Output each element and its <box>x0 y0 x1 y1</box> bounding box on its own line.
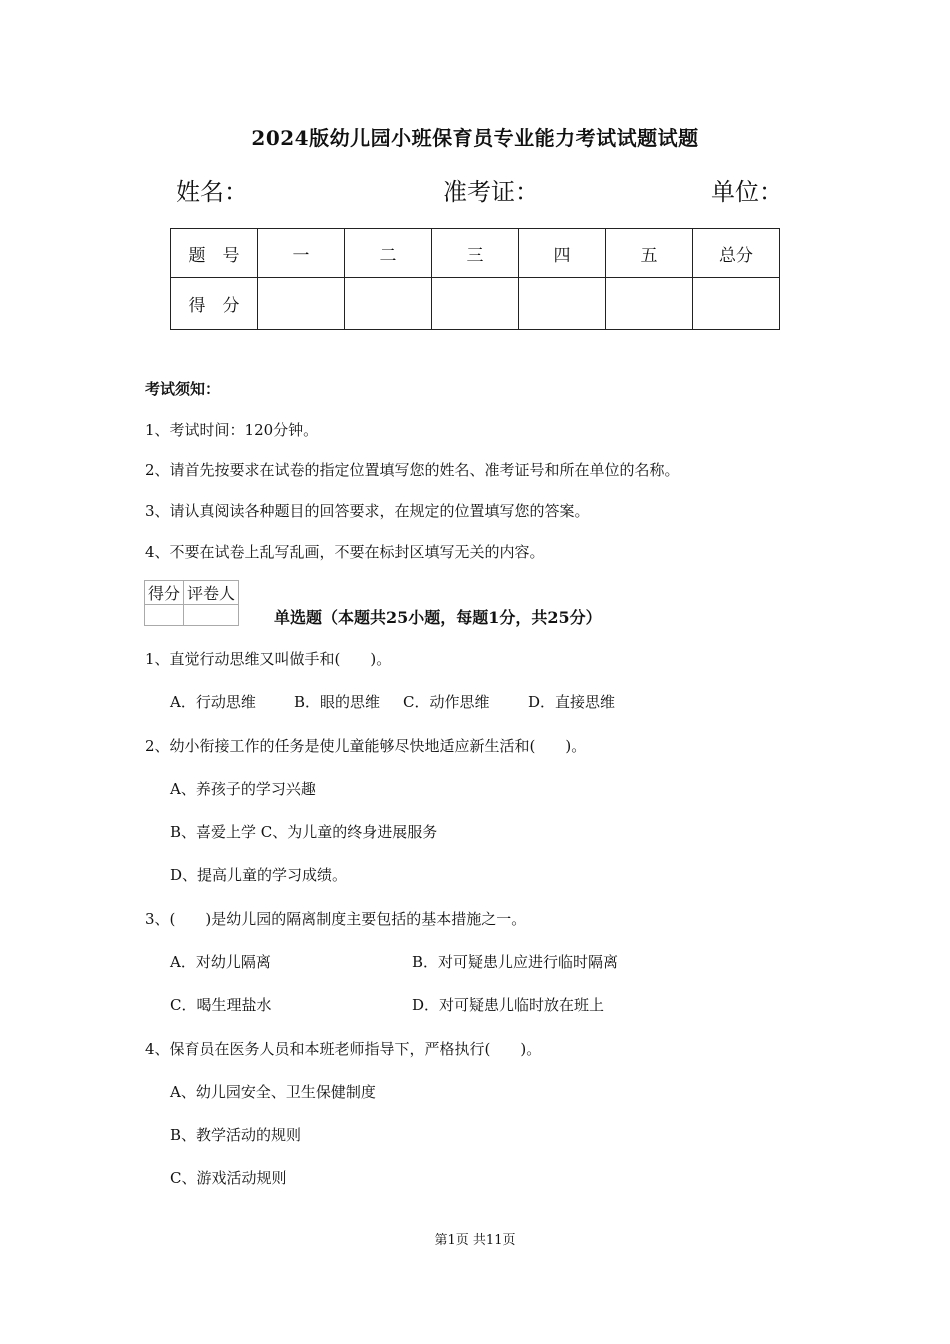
question-option: A．对幼儿隔离 <box>170 953 271 971</box>
section-title: 单选题（本题共25小题，每题1分，共25分） <box>274 608 602 627</box>
question-option: D．对可疑患儿临时放在班上 <box>412 996 605 1014</box>
grader-score-label: 得分 <box>145 581 184 605</box>
question-option: B．对可疑患儿应进行临时隔离 <box>412 953 619 971</box>
question-stem: 4、保育员在医务人员和本班老师指导下，严格执行( )。 <box>145 1040 542 1058</box>
question-stem: 2、幼小衔接工作的任务是使儿童能够尽快地适应新生活和( )。 <box>145 737 587 755</box>
grader-box <box>144 580 239 626</box>
score-header-cell: 三 <box>432 229 519 278</box>
notice-title: 考试须知： <box>145 380 221 398</box>
score-entry-cell[interactable] <box>519 278 606 330</box>
score-table-header-row <box>171 229 780 278</box>
page-footer: 第1页 共11页 <box>434 1233 516 1248</box>
notice-item: 1、考试时间：120分钟。 <box>145 421 319 439</box>
question-option: C、游戏活动规则 <box>170 1169 287 1187</box>
score-header-cell: 五 <box>606 229 693 278</box>
exam-id-field-label: 准考证： <box>443 178 539 206</box>
score-header-cell: 一 <box>258 229 345 278</box>
question-option: A．行动思维 <box>170 693 256 711</box>
question-option: C．喝生理盐水 <box>170 996 272 1014</box>
grader-reviewer-cell[interactable] <box>184 605 239 626</box>
score-table-score-row <box>171 278 780 330</box>
question-option: B．眼的思维 <box>294 693 381 711</box>
question-option: D、提高儿童的学习成绩。 <box>170 866 348 884</box>
notice-item: 4、不要在试卷上乱写乱画，不要在标封区填写无关的内容。 <box>145 543 545 561</box>
question-stem: 3、( )是幼儿园的隔离制度主要包括的基本措施之一。 <box>145 910 527 928</box>
score-entry-cell[interactable] <box>606 278 693 330</box>
score-entry-cell[interactable] <box>258 278 345 330</box>
score-header-cell: 题 号 <box>171 229 258 278</box>
score-header-cell: 总分 <box>693 229 780 278</box>
grader-score-cell[interactable] <box>145 605 184 626</box>
notice-item: 2、请首先按要求在试卷的指定位置填写您的姓名、准考证号和所在单位的名称。 <box>145 461 680 479</box>
score-entry-cell[interactable] <box>345 278 432 330</box>
question-option: C．动作思维 <box>403 693 490 711</box>
question-option: A、养孩子的学习兴趣 <box>170 780 316 798</box>
question-option: D．直接思维 <box>528 693 616 711</box>
notice-item: 3、请认真阅读各种题目的回答要求，在规定的位置填写您的答案。 <box>145 502 590 520</box>
question-option: B、喜爱上学 C、为儿童的终身进展服务 <box>170 823 438 841</box>
question-option: A、幼儿园安全、卫生保健制度 <box>170 1083 376 1101</box>
question-stem: 1、直觉行动思维又叫做手和( )。 <box>145 650 392 668</box>
score-entry-cell[interactable] <box>693 278 780 330</box>
grader-reviewer-label: 评卷人 <box>184 581 239 605</box>
question-option: B、教学活动的规则 <box>170 1126 302 1144</box>
score-row-label: 得 分 <box>171 278 258 330</box>
page-title: 2024版幼儿园小班保育员专业能力考试试题试题 <box>251 126 699 150</box>
score-header-cell: 四 <box>519 229 606 278</box>
score-header-cell: 二 <box>345 229 432 278</box>
unit-field-label: 单位： <box>711 178 783 206</box>
score-entry-cell[interactable] <box>432 278 519 330</box>
name-field-label: 姓名： <box>176 178 248 206</box>
score-table <box>170 228 780 330</box>
